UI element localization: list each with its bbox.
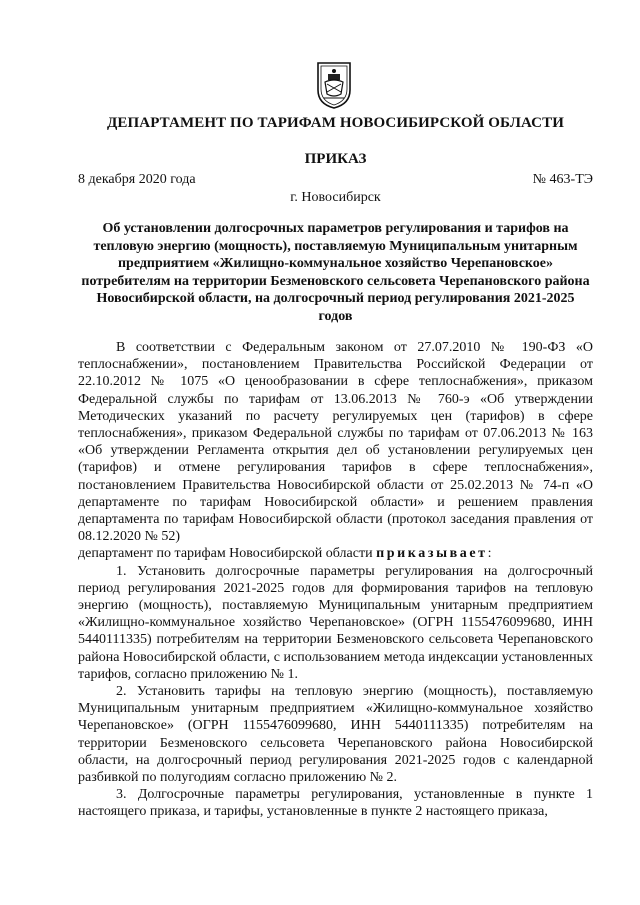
coat-of-arms-emblem	[314, 60, 354, 110]
decree-end: :	[487, 546, 492, 562]
document-date: 8 декабря 2020 года	[78, 172, 196, 187]
clause-2: 2. Установить тарифы на тепловую энергию (мощность), поставляемую Муниципальным унитарным предприятием «Жилищно-коммунальное хозяйство Черепановское» (ОГРН 1155476099680, ИНН 5440111335) потребителям на территории Безменовского сельсовета Черепановского района Новосибирской области, на долгосрочный период регулирования 2021-2025 годов с календарной разбивкой по полугодиям согласно приложению № 2.	[78, 684, 593, 786]
document-number: № 463-ТЭ	[532, 172, 593, 187]
decree-lead: департамент по тарифам Новосибирской области	[78, 546, 377, 562]
document-type: ПРИКАЗ	[304, 151, 367, 167]
document-title: Об установлении долгосрочных параметров регулирования и тарифов на тепловую энергию (мощность), поставляемую Муниципальным унитарным предприятием «Жилищно-коммунальное хозяйство Черепановское» потребителям на территории Безменовского сельсовета Черепановского района Новосибирской области, на долгосрочный период регулирования 2021-2025 годов	[81, 221, 590, 324]
decree-word: приказывает	[376, 546, 488, 562]
agency-name: ДЕПАРТАМЕНТ ПО ТАРИФАМ НОВОСИБИРСКОЙ ОБЛАСТИ	[107, 115, 564, 131]
clause-3: 3. Долгосрочные параметры регулирования, установленные в пункте 1 настоящего приказа, и тарифы, установленные в пункте 2 настоящего приказа,	[78, 787, 593, 820]
decree-line	[78, 545, 593, 562]
document-body	[78, 339, 593, 821]
document-city: г. Новосибирск	[290, 190, 381, 205]
clause-1: 1. Установить долгосрочные параметры регулирования на долгосрочный период регулирования 2021-2025 годов для формирования тарифов на тепловую энергию (мощность), поставляемую Муниципальным унитарным предприятием «Жилищно-коммунальное хозяйство Черепановское» (ОГРН 1155476099680, ИНН 5440111335) потребителям на территории Безменовского сельсовета Черепановского района Новосибирской области, с использованием метода индексации установленных тарифов, согласно приложению № 1.	[78, 563, 593, 682]
preamble-paragraph: В соответствии с Федеральным законом от 27.07.2010 № 190-ФЗ «О теплоснабжении», постановлением Правительства Российской Федерации от 22.10.2012 № 1075 «О ценообразовании в сфере теплоснабжения», приказом Федеральной службы по тарифам от 13.06.2013 № 760-э «Об утверждении Методических указаний по расчету регулируемых цен (тарифов) в сфере теплоснабжения», приказом Федеральной службы по тарифам от 07.06.2013 № 163 «Об утверждении Регламента открытия дел об установлении регулируемых цен (тарифов) и отмене регулирования тарифов в сфере теплоснабжения», постановлением Правительства Новосибирской области от 25.02.2013 № 74-п «О департаменте по тарифам Новосибирской области» и решением правления департамента по тарифам Новосибирской области (протокол заседания правления от 08.12.2020 № 52)	[78, 340, 593, 545]
